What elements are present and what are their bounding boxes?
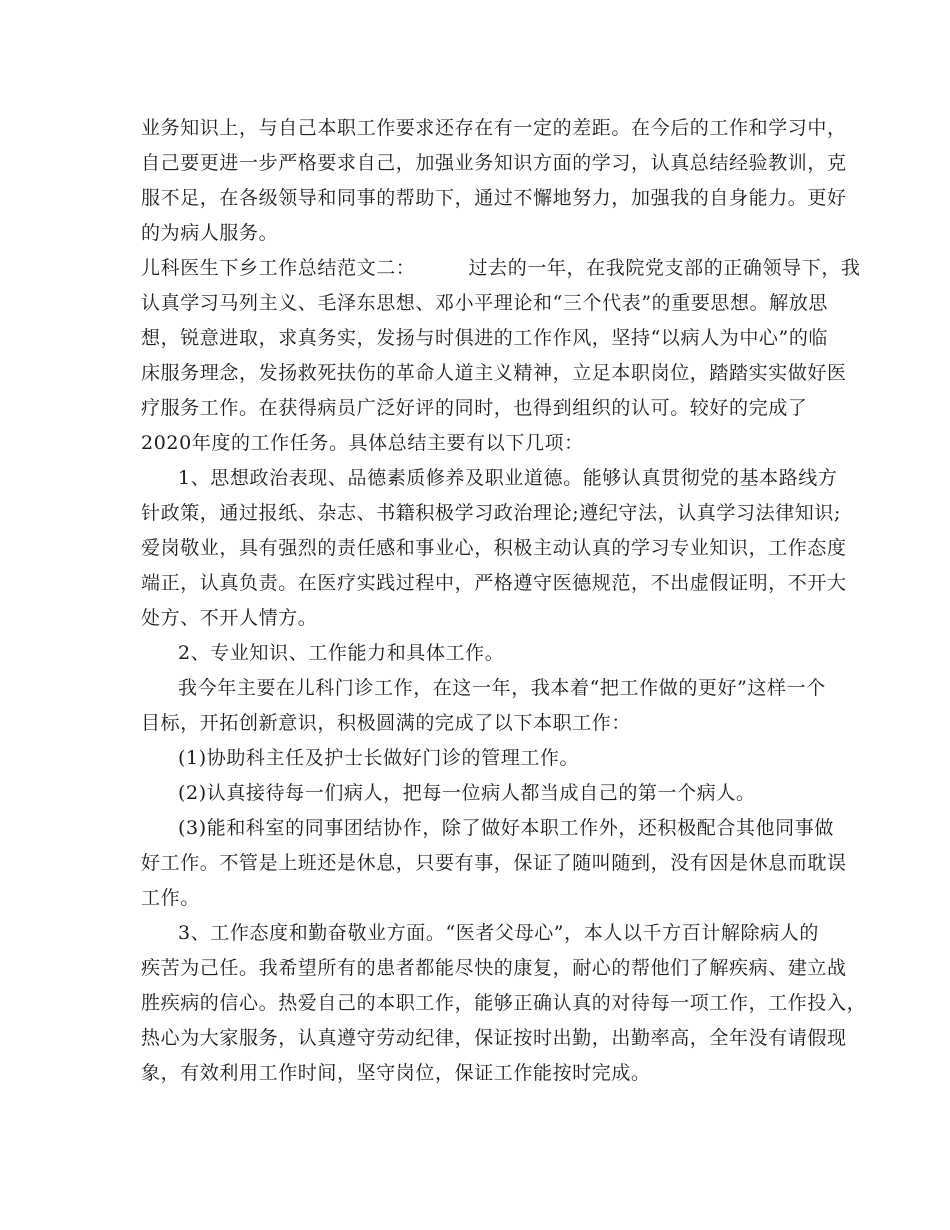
text-line: 2、专业知识、工作能力和具体工作。 (178, 642, 505, 664)
text-line: 好工作。不管是上班还是休息，只要有事，保证了随叫随到，没有因是休息而耽误 (141, 852, 847, 874)
text-line: 疗服务工作。在获得病员广泛好评的同时，也得到组织的认可。较好的完成了 (141, 397, 808, 419)
section-heading: 儿科医生下乡工作总结范文二： 过去的一年，在我院党支部的正确领导下，我 (141, 257, 861, 279)
text-line: 目标，开拓创新意识，积极圆满的完成了以下本职工作： (141, 712, 632, 734)
text-line: 3、工作态度和勤奋敬业方面。“医者父母心”，本人以千方百计解除病人的 (178, 922, 819, 944)
text-line: 床服务理念，发扬救死扶伤的革命人道主义精神，立足本职岗位，踏踏实实做好医 (141, 362, 847, 384)
text-line: 处方、不开人情方。 (141, 607, 318, 629)
text-line: 疾苦为己任。我希望所有的患者都能尽快的康复，耐心的帮他们了解疾病、建立战 (141, 957, 847, 979)
text-line: (1)协助科主任及护士长做好门诊的管理工作。 (178, 747, 580, 769)
text-line: 热心为大家服务，认真遵守劳动纪律，保证按时出勤，出勤率高，全年没有请假现 (141, 1027, 847, 1049)
text-line: 服不足，在各级领导和同事的帮助下，通过不懈地努力，加强我的自身能力。更好 (141, 187, 847, 209)
text-line: 爱岗敬业，具有强烈的责任感和事业心，积极主动认真的学习专业知识，工作态度 (141, 537, 847, 559)
text-line: 的为病人服务。 (141, 222, 279, 244)
text-line: 业务知识上，与自己本职工作要求还存在有一定的差距。在今后的工作和学习中， (141, 117, 847, 139)
text-line: 自己要更进一步严格要求自己，加强业务知识方面的学习，认真总结经验教训，克 (141, 152, 847, 174)
text-line: 工作。 (141, 887, 200, 909)
text-line: 胜疾病的信心。热爱自己的本职工作，能够正确认真的对待每一项工作，工作投入， (141, 992, 867, 1014)
text-line: (2)认真接待每一们病人，把每一位病人都当成自己的第一个病人。 (178, 782, 756, 804)
text-line: 我今年主要在儿科门诊工作，在这一年，我本着“把工作做的更好”这样一个 (178, 677, 826, 699)
text-line: 认真学习马列主义、毛泽东思想、邓小平理论和“三个代表”的重要思想。解放思 (141, 292, 829, 314)
text-line: 端正，认真负责。在医疗实践过程中，严格遵守医德规范，不出虚假证明，不开大 (141, 572, 847, 594)
text-line: 象，有效利用工作时间，坚守岗位，保证工作能按时完成。 (141, 1062, 651, 1084)
text-line: 1、思想政治表现、品德素质修养及职业道德。能够认真贯彻党的基本路线方 (178, 467, 838, 489)
text-line: 针政策，通过报纸、杂志、书籍积极学习政治理论;遵纪守法，认真学习法律知识; (141, 502, 842, 524)
text-line: 2020年度的工作任务。具体总结主要有以下几项： (141, 432, 584, 454)
text-line: (3)能和科室的同事团结协作，除了做好本职工作外，还积极配合其他同事做 (178, 817, 834, 839)
text-line: 想，锐意进取，求真务实，发扬与时俱进的工作作风，坚持“以病人为中心”的临 (141, 327, 829, 349)
